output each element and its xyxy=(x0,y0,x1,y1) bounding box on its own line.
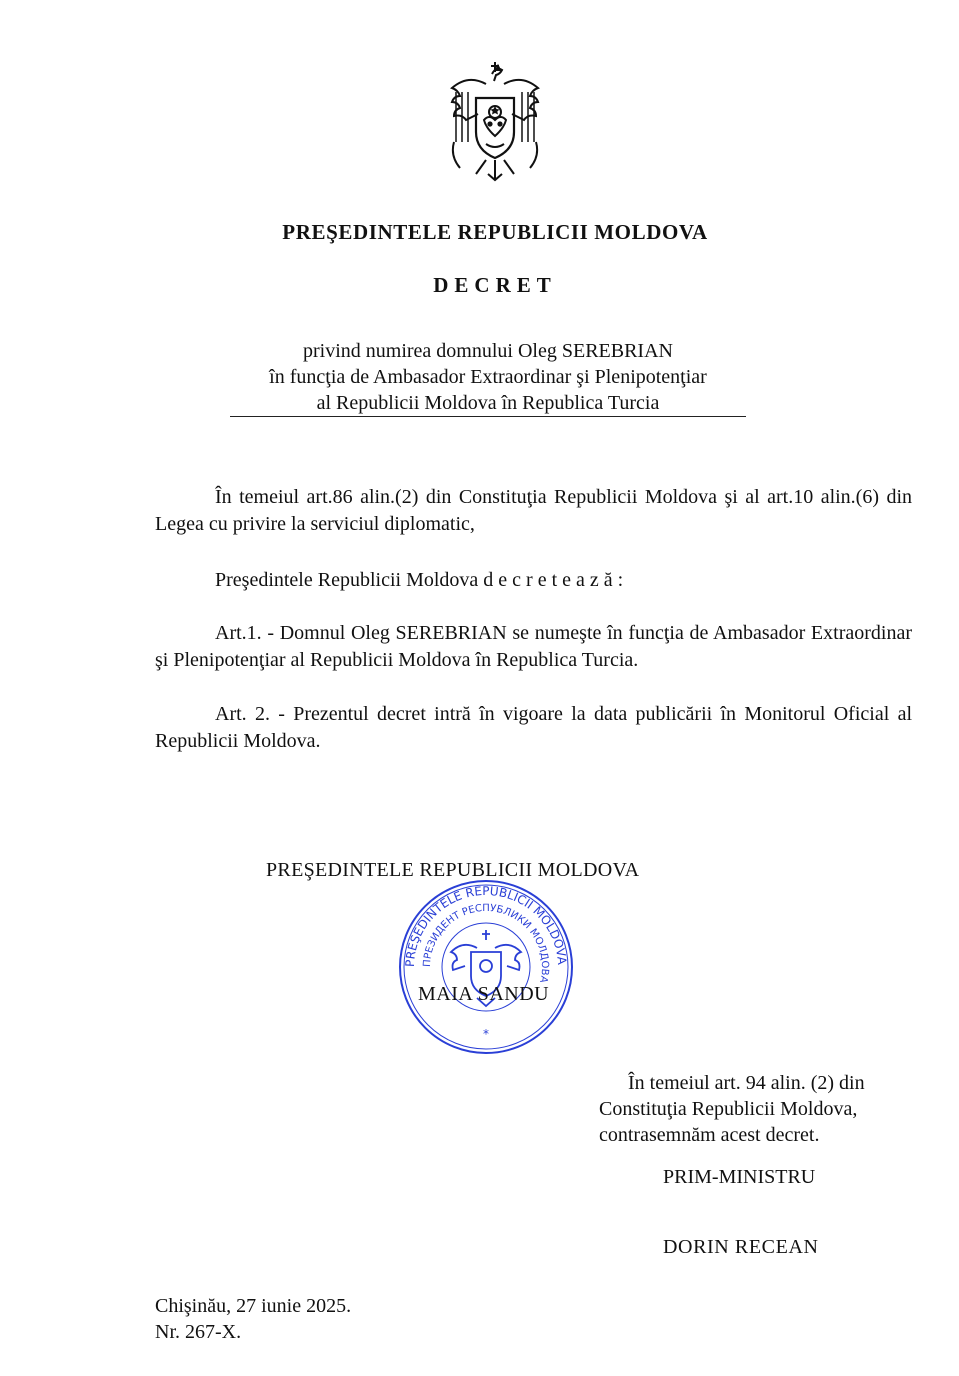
issuer-heading: PREŞEDINTELE REPUBLICII MOLDOVA xyxy=(282,220,708,244)
decree-subject xyxy=(230,338,746,416)
subject-underline xyxy=(230,416,746,417)
document-title: DECRET xyxy=(433,273,557,297)
countersigner-name: DORIN RECEAN xyxy=(663,1236,819,1258)
decree-formula xyxy=(155,567,912,594)
subject-line: al Republicii Moldova în Republica Turcia xyxy=(316,392,660,414)
subject-line: în funcţia de Ambasador Extraordinar şi Plenipotenţiar xyxy=(269,366,707,388)
countersign-line: Constituţia Republicii Moldova, xyxy=(599,1098,858,1120)
presidential-stamp-icon xyxy=(397,878,575,1056)
countersign-line: contrasemnăm acest decret. xyxy=(599,1124,820,1146)
legal-basis-paragraph: În temeiul art.86 alin.(2) din Constituţia Republicii Moldova şi al art.10 alin.(6) din Legea cu privire la serviciul diplomatic, xyxy=(155,486,912,535)
svg-text:*: * xyxy=(483,1027,489,1041)
subject-line: privind numirea domnului Oleg SEREBRIAN xyxy=(303,340,673,362)
coat-of-arms-icon xyxy=(440,62,550,192)
signatory-name: MAIA SANDU xyxy=(418,983,550,1005)
decree-intro: Preşedintele Republicii Moldova xyxy=(215,569,479,591)
signatory-title: PREŞEDINTELE REPUBLICII MOLDOVA xyxy=(266,859,640,881)
decree-number: Nr. 267-X. xyxy=(155,1321,242,1343)
place-and-date: Chişinău, 27 iunie 2025. xyxy=(155,1295,352,1317)
countersigner-role: PRIM-MINISTRU xyxy=(663,1166,816,1188)
article-1: Art.1. - Domnul Oleg SEREBRIAN se numeşte în funcţia de Ambasador Extraordinar şi Plenipotenţiar al Republicii Moldova în Republica Turcia. xyxy=(155,622,912,671)
stamp-inner-text: ПРЕЗИДЕНТ РЕСПУБЛИКИ МОЛДОВА xyxy=(421,902,551,984)
place-date-block xyxy=(155,1293,351,1345)
countersignature-block xyxy=(599,1070,912,1148)
countersign-line: În temeiul art. 94 alin. (2) din xyxy=(628,1072,865,1094)
article-2: Art. 2. - Prezentul decret intră în vigoare la data publicării în Monitorul Oficial al Republicii Moldova. xyxy=(155,703,912,752)
stamp-outer-text: PREŞEDINTELE REPUBLICII MOLDOVA xyxy=(402,883,570,968)
decree-verb: decretează: xyxy=(483,569,629,591)
